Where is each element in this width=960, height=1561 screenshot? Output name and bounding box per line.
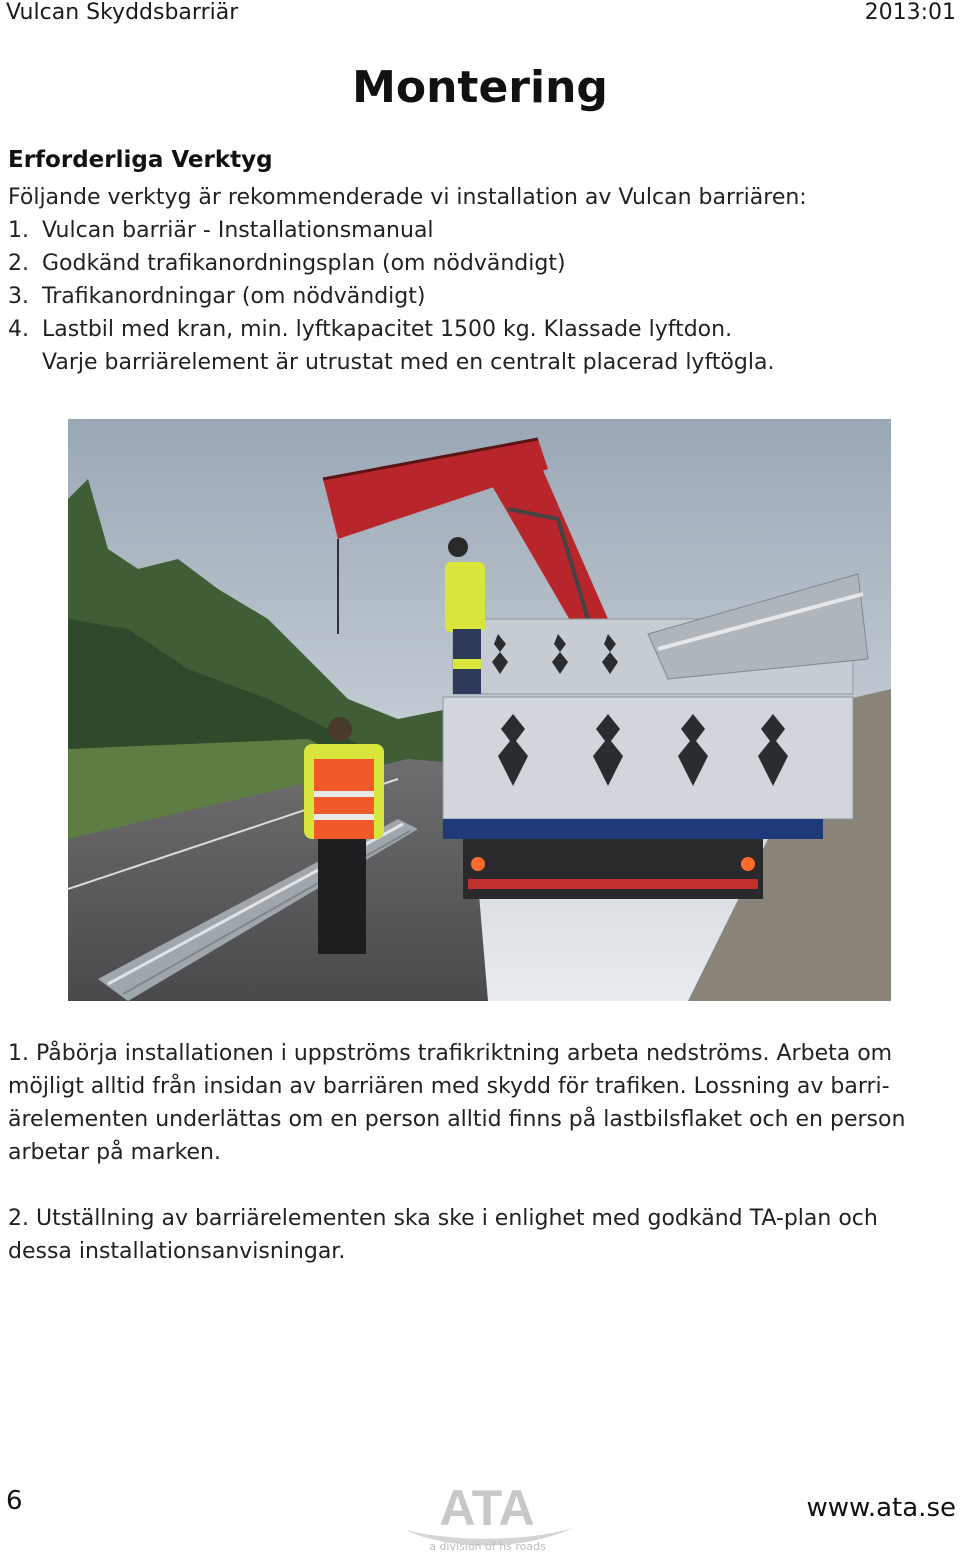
page-number: 6	[6, 1486, 23, 1516]
tools-section	[8, 181, 938, 379]
list-text: Trafikanordningar (om nödvändigt)	[42, 284, 426, 309]
list-item	[8, 214, 938, 247]
list-item	[8, 313, 938, 346]
list-continuation: Varje barriärelement är utrustat med en centralt placerad lyftögla.	[42, 350, 775, 375]
document-revision: 2013:01	[864, 0, 956, 25]
intro-text: Följande verktyg är rekommenderade vi installation av Vulcan barriären:	[8, 185, 807, 210]
list-item	[8, 280, 938, 313]
list-text: Lastbil med kran, min. lyftkapacitet 1500 kg. Klassade lyftdon.	[42, 317, 733, 342]
list-text: Vulcan barriär - Installationsmanual	[42, 218, 434, 243]
website-link[interactable]: www.ata.se	[806, 1493, 956, 1523]
logo-tagline: a division of hs roads	[429, 1540, 546, 1553]
document-header-title: Vulcan Skyddsbarriär	[6, 0, 239, 25]
installation-photo	[68, 419, 891, 1001]
step-2-paragraph: 2. Utställning av barriärelementen ska ske i enlighet med godkänd TA-plan och dessa installationsanvisningar.	[8, 1206, 878, 1264]
list-number: 3.	[8, 284, 29, 309]
truck-crane-illustration	[68, 419, 891, 1001]
list-item	[8, 247, 938, 280]
list-number: 1.	[8, 218, 29, 243]
section-heading: Erforderliga Verktyg	[8, 147, 273, 173]
step-1-paragraph: 1. Påbörja installationen i uppströms trafikriktning arbeta nedströms. Arbeta om möjligt alltid från insidan av barriären med skydd för trafiken. Lossning av barri-ärelementen underlättas om en person alltid finns på lastbilsflaket och en person arbetar på marken.	[8, 1041, 906, 1165]
page-title: Montering	[352, 62, 608, 113]
list-number: 4.	[8, 317, 29, 342]
list-number: 2.	[8, 251, 29, 276]
logo-text: ATA	[439, 1480, 535, 1536]
list-text: Godkänd trafikanordningsplan (om nödvändigt)	[42, 251, 566, 276]
